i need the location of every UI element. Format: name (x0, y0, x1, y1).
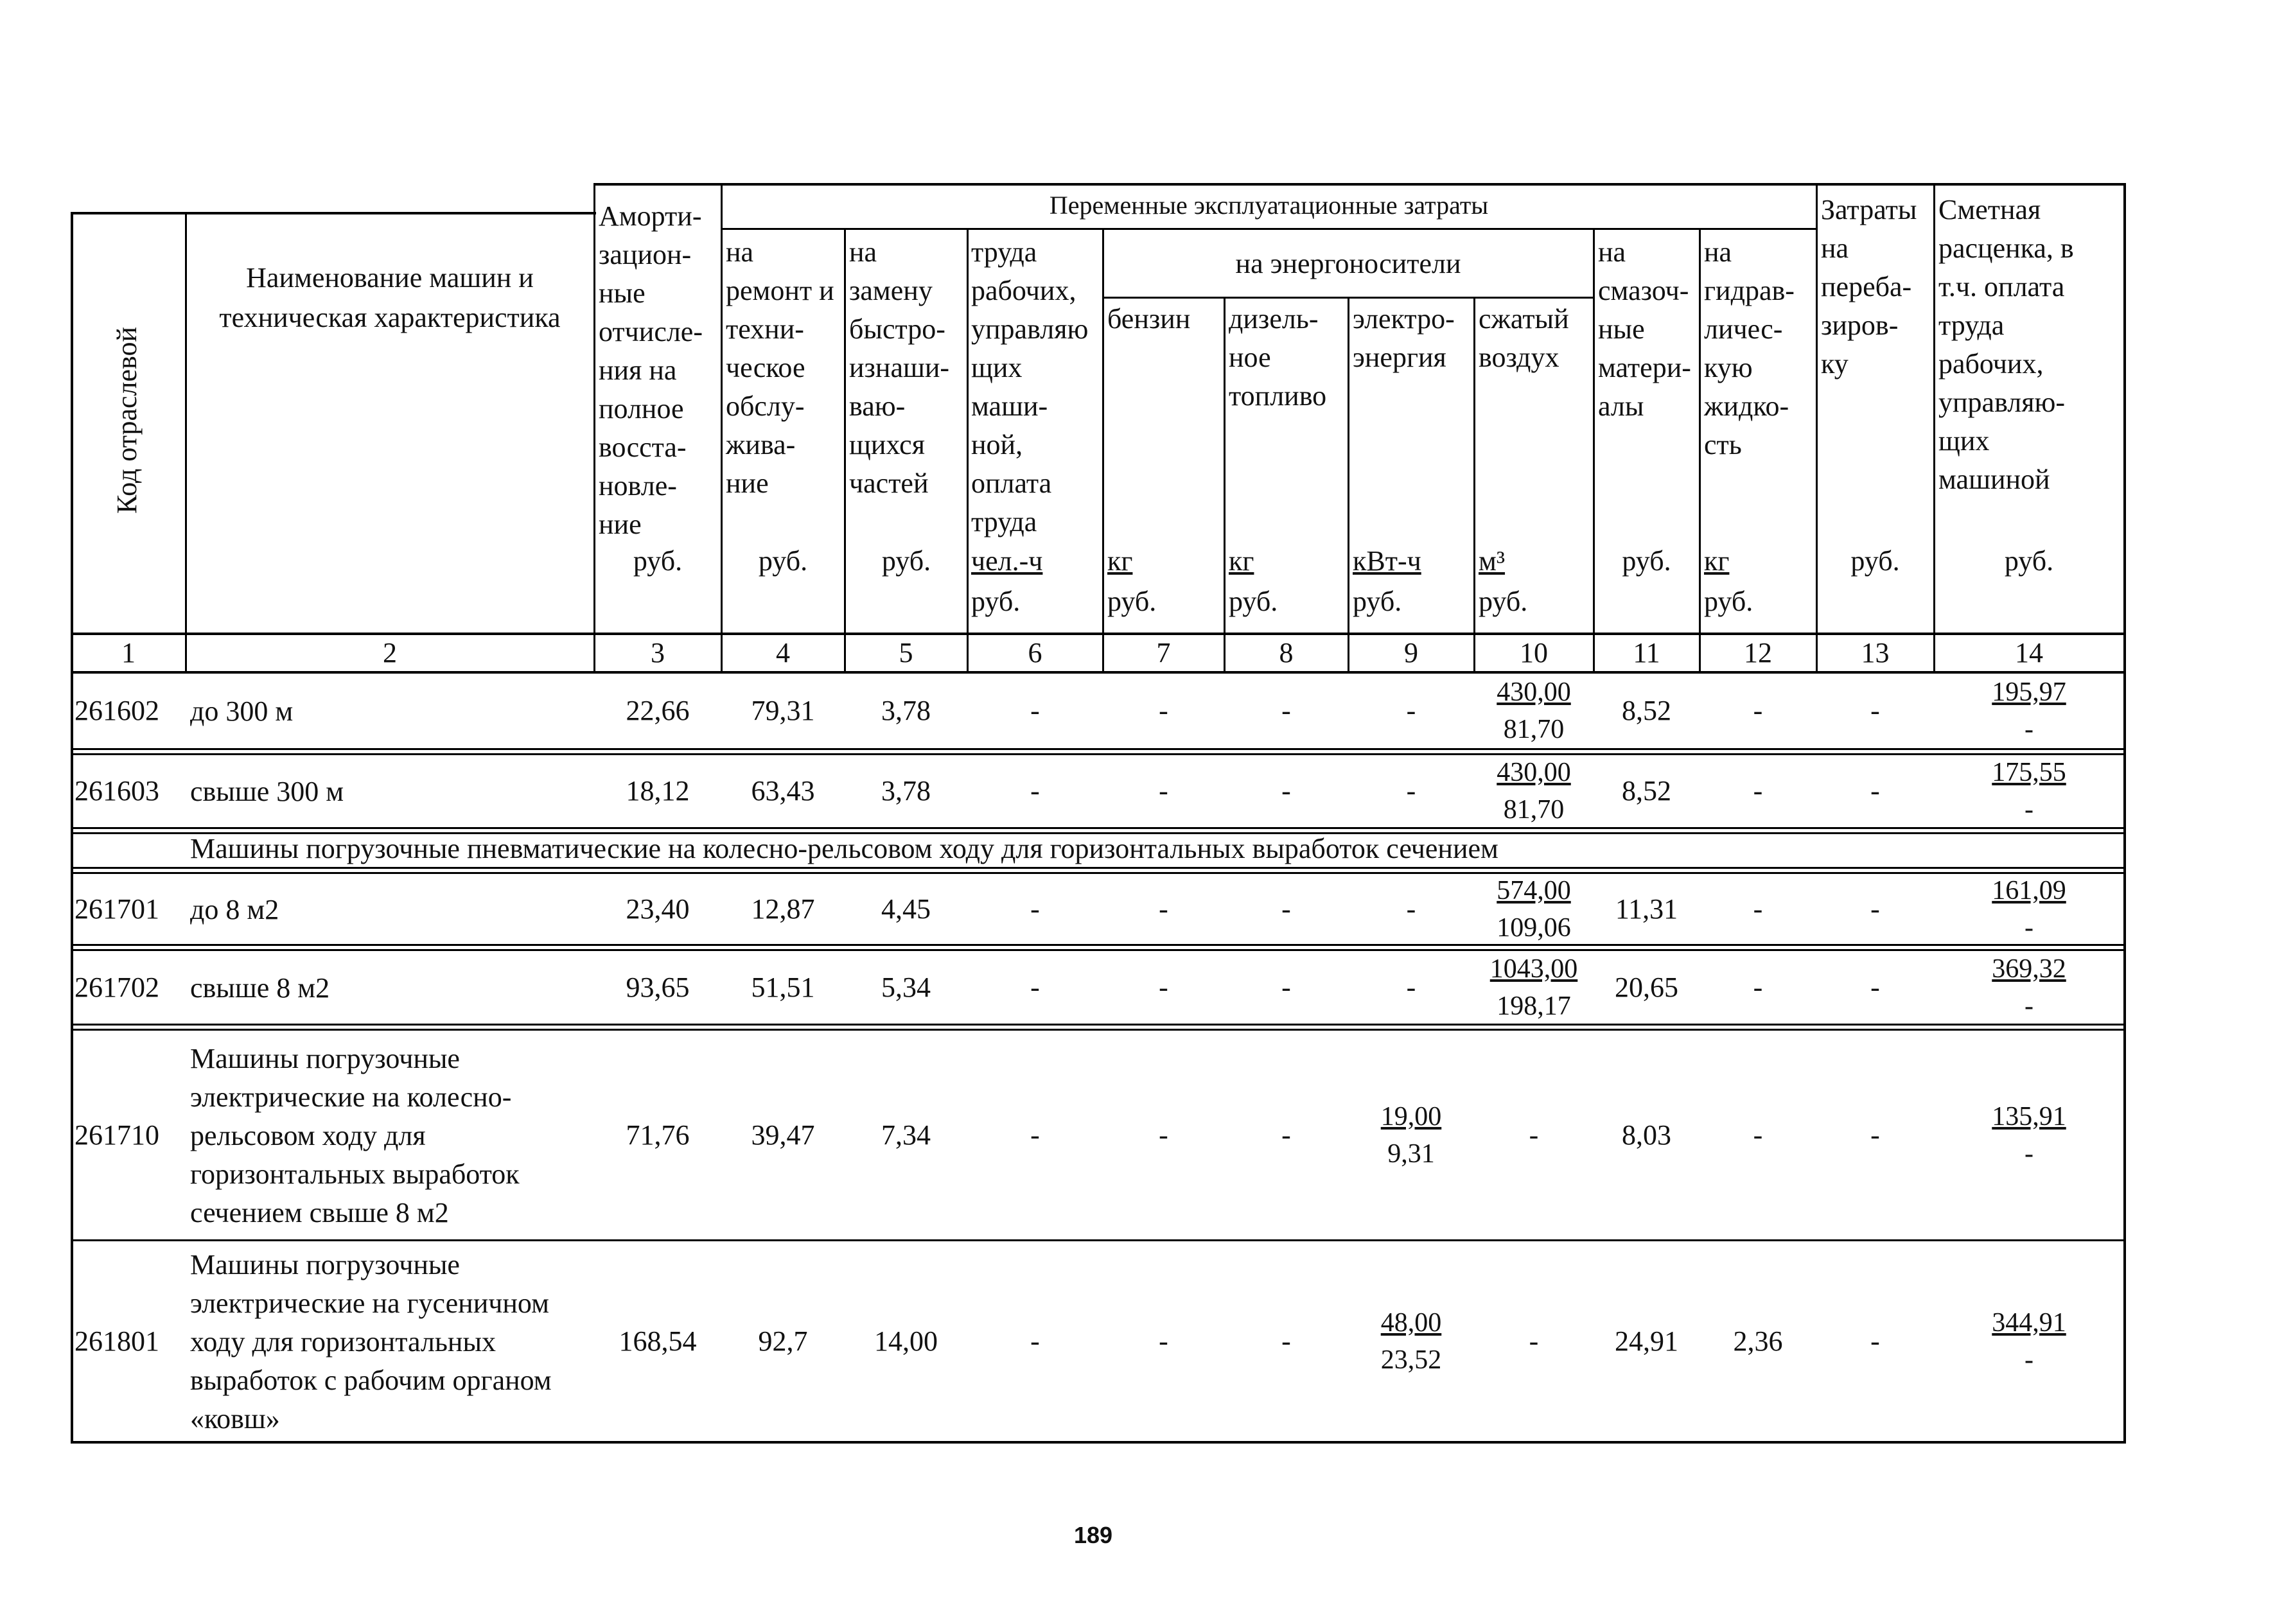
cell-c9: - (1406, 893, 1416, 925)
cell-c10 (1475, 872, 1593, 947)
header-col4-unit: руб. (758, 545, 808, 577)
cell-c11: 11,31 (1615, 893, 1678, 925)
cell-c13: - (1870, 1325, 1880, 1357)
cell-c8: - (1281, 695, 1291, 726)
vline-5 (967, 228, 969, 672)
cell-c3: 71,76 (626, 1119, 690, 1151)
cell-c6: - (1030, 971, 1040, 1003)
col3-line: восста- (599, 432, 687, 463)
cell-c6: - (1030, 775, 1040, 807)
row-sep-1b (71, 753, 2126, 755)
column-number: 8 (1279, 637, 1294, 668)
col14-line: машиной (1938, 464, 2050, 495)
col13-line: зиров- (1821, 310, 1899, 341)
row-name: электрические на колесно- (190, 1081, 512, 1113)
col9-line: электро- (1353, 303, 1455, 335)
cell-c8: - (1281, 971, 1291, 1003)
col14-line: Сметная (1938, 194, 2041, 225)
col4-line: ние (726, 467, 769, 499)
header-col11-unit: руб. (1622, 545, 1671, 577)
table-border-top-right (593, 183, 2126, 186)
col6-line: управляю (971, 313, 1089, 345)
cell-c9: - (1406, 775, 1416, 807)
col3-line: новле- (599, 470, 677, 502)
cell-c14 (1935, 1304, 2123, 1379)
cell-c14-top: 175,55 (1992, 758, 2066, 787)
cell-c4: 63,43 (751, 775, 815, 807)
col12-line: жидко- (1704, 390, 1789, 422)
cell-c4: 92,7 (758, 1325, 808, 1357)
cell-c14-top: 195,97 (1992, 677, 2066, 707)
cell-c10-bottom: 109,06 (1497, 912, 1571, 943)
col12-line: гидрав- (1704, 275, 1795, 306)
cell-c5: 14,00 (874, 1325, 938, 1357)
column-number: 12 (1744, 637, 1772, 668)
column-number: 4 (776, 637, 790, 668)
row-sep-5a (71, 1024, 2126, 1026)
cell-c12: - (1753, 1119, 1763, 1151)
row-sep-3b (71, 872, 2126, 874)
header-col14-unit: руб. (2004, 545, 2054, 577)
cell-c3: 23,40 (626, 893, 690, 925)
row-name: «ковш» (190, 1402, 280, 1435)
cell-c10-bottom: 81,70 (1503, 715, 1565, 744)
cell-c6: - (1030, 1119, 1040, 1151)
cell-c5: 5,34 (881, 971, 931, 1003)
col8-line: топливо (1229, 380, 1327, 412)
cell-c9 (1349, 1304, 1473, 1379)
variable-costs-underline (721, 228, 1818, 230)
header-col2-line1: Наименование машин и (246, 262, 534, 293)
col8-line: дизель- (1229, 303, 1319, 335)
cell-c14-bottom: - (2025, 715, 2033, 744)
vline-7 (1224, 297, 1225, 672)
header-col13-unit: руб. (1850, 545, 1900, 577)
cell-c9 (1349, 1098, 1473, 1173)
column-number: 3 (651, 637, 665, 668)
row-name: рельсовом ходу для (190, 1119, 426, 1151)
column-number: 11 (1633, 637, 1660, 668)
col12-line: на (1704, 236, 1732, 268)
col5-line: щихся (849, 429, 925, 460)
cell-c7: - (1159, 893, 1168, 925)
cell-c10-top: 1043,00 (1489, 954, 1578, 984)
col3-line: полное (599, 393, 684, 424)
cell-c14-bottom: - (2025, 1345, 2033, 1375)
row-name: сечением свыше 8 м2 (190, 1196, 449, 1228)
row-name: Машины погрузочные (190, 1248, 460, 1280)
col11-line: на (1598, 236, 1626, 268)
cell-c10-top: 430,00 (1497, 677, 1571, 707)
cell-c14 (1935, 1098, 2123, 1173)
header-col7-label: бензин (1107, 303, 1191, 335)
cell-c14-bottom: - (2025, 912, 2033, 943)
cell-c10-top: 430,00 (1497, 758, 1571, 787)
row-sep-4b (71, 949, 2126, 951)
row-name: горизонтальных выработок (190, 1158, 520, 1190)
table-border-right (2123, 183, 2126, 1444)
vline-8 (1348, 297, 1349, 672)
col11-line: ные (1598, 313, 1645, 345)
cell-c14-bottom: - (2025, 991, 2033, 1021)
header-col12-unit-top: кг (1704, 545, 1730, 577)
cell-c13: - (1870, 1119, 1880, 1151)
row-name: выработок с рабочим органом (190, 1364, 552, 1396)
row-name: до 8 м2 (190, 893, 279, 925)
col4-line: ремонт и (726, 275, 834, 306)
cell-c9-bottom: 23,52 (1380, 1345, 1442, 1375)
header-col9-unit-bot: руб. (1353, 586, 1402, 617)
header-col10-unit-bot: руб. (1479, 586, 1528, 617)
cell-c10 (1475, 950, 1593, 1025)
column-number: 6 (1028, 637, 1042, 668)
col6-line: рабочих, (971, 275, 1076, 306)
row-name: свыше 8 м2 (190, 972, 330, 1004)
header-col6-unit-top: чел.-ч (971, 545, 1043, 577)
col3-line: ные (599, 277, 646, 309)
cell-c7: - (1159, 695, 1168, 726)
col11-line: смазоч- (1598, 275, 1689, 306)
row-code: 261603 (75, 775, 159, 807)
cell-c9: - (1406, 971, 1416, 1003)
col6-line: щих (971, 352, 1023, 383)
col14-line: управляю- (1938, 387, 2065, 418)
col12-line: сть (1704, 429, 1742, 460)
cell-c10: - (1529, 1325, 1539, 1357)
cell-c14 (1935, 674, 2123, 748)
header-energy-group: на энергоносители (1235, 248, 1461, 279)
col5-line: на (849, 236, 877, 268)
column-number: 9 (1404, 637, 1418, 668)
row-name: до 300 м (190, 695, 294, 727)
cell-c9: - (1406, 695, 1416, 726)
cell-c4: 12,87 (751, 893, 815, 925)
cell-c10-top: 574,00 (1497, 875, 1571, 905)
col4-line: обслу- (726, 390, 805, 422)
header-col3-unit: руб. (633, 545, 683, 577)
cell-c6: - (1030, 695, 1040, 726)
col6-line: труда (971, 506, 1037, 537)
vline-9 (1473, 297, 1475, 672)
cell-c10-bottom: 198,17 (1497, 991, 1571, 1021)
cell-c5: 3,78 (881, 695, 931, 726)
cell-c8: - (1281, 775, 1291, 807)
cell-c5: 7,34 (881, 1119, 931, 1151)
cell-c14 (1935, 872, 2123, 947)
column-number: 1 (121, 637, 136, 668)
vline-11 (1699, 228, 1701, 672)
column-number: 5 (899, 637, 913, 668)
col3-line: зацион- (599, 239, 692, 270)
col3-line: ния на (599, 354, 677, 386)
cell-c6: - (1030, 893, 1040, 925)
cell-c7: - (1159, 1325, 1168, 1357)
col5-line: изнаши- (849, 352, 950, 383)
cell-c11: 24,91 (1615, 1325, 1678, 1357)
col14-line: щих (1938, 425, 1990, 457)
header-col1: Код отраслевой (111, 326, 143, 514)
vline-12 (1816, 183, 1818, 672)
col10-line: сжатый (1479, 303, 1569, 335)
vline-6 (1102, 228, 1104, 672)
cell-c13: - (1870, 893, 1880, 925)
header-col8-unit-bot: руб. (1229, 586, 1278, 617)
header-col7-unit-bot: руб. (1107, 586, 1157, 617)
cell-c10-bottom: 81,70 (1503, 795, 1565, 825)
col6-line: оплата (971, 467, 1052, 499)
col5-line: замену (849, 275, 933, 306)
cell-c14-bottom: - (2025, 1139, 2033, 1169)
cell-c8: - (1281, 893, 1291, 925)
cell-c9-top: 19,00 (1380, 1101, 1442, 1131)
cell-c7: - (1159, 971, 1168, 1003)
column-number: 7 (1156, 637, 1171, 668)
row-name: свыше 300 м (190, 776, 344, 807)
cell-c4: 39,47 (751, 1119, 815, 1151)
cell-c3: 168,54 (619, 1325, 697, 1357)
col14-line: т.ч. оплата (1938, 271, 2065, 302)
cell-c13: - (1870, 971, 1880, 1003)
cell-c11: 8,52 (1622, 695, 1671, 726)
col14-line: рабочих, (1938, 348, 2044, 380)
header-col12-unit-bot: руб. (1704, 586, 1753, 617)
header-col5-unit: руб. (881, 545, 931, 577)
col12-line: личес- (1704, 313, 1783, 345)
cell-c12: 2,36 (1733, 1325, 1783, 1357)
cell-c3: 22,66 (626, 695, 690, 726)
col14-line: труда (1938, 310, 2005, 341)
cell-c12: - (1753, 775, 1763, 807)
header-col7-unit-top: кг (1107, 545, 1133, 577)
cell-c11: 8,03 (1622, 1119, 1671, 1151)
header-col8-unit-top: кг (1229, 545, 1254, 577)
table-border-bottom (71, 1441, 2126, 1444)
cell-c8: - (1281, 1119, 1291, 1151)
cell-c6: - (1030, 1325, 1040, 1357)
vline-4 (844, 228, 846, 672)
column-number: 14 (2015, 637, 2043, 668)
cell-c12: - (1753, 893, 1763, 925)
col13-line: переба- (1821, 271, 1912, 302)
row-sep-6 (71, 1239, 2126, 1241)
column-number: 10 (1520, 637, 1548, 668)
cell-c10 (1475, 754, 1593, 828)
vline-13 (1933, 183, 1935, 672)
row-code: 261602 (75, 695, 159, 726)
vline-10 (1593, 228, 1595, 672)
header-col2-line2: техническая характеристика (219, 302, 561, 333)
col12-line: кую (1704, 352, 1753, 383)
col4-line: на (726, 236, 754, 268)
cell-c7: - (1159, 1119, 1168, 1151)
row-name: Машины погрузочные (190, 1042, 460, 1074)
vline-3 (721, 183, 723, 672)
row-name: электрические на гусеничном (190, 1287, 549, 1319)
col14-line: расценка, в (1938, 232, 2074, 264)
cell-c13: - (1870, 775, 1880, 807)
col13-line: на (1821, 232, 1849, 264)
col3-line: отчисле- (599, 316, 703, 347)
header-col9-unit-top: кВт-ч (1353, 545, 1421, 577)
col8-line: ное (1229, 342, 1271, 373)
row-code: 261701 (75, 893, 159, 925)
cell-c3: 93,65 (626, 971, 690, 1003)
cell-c14-top: 161,09 (1992, 875, 2066, 905)
col3-line: Аморти- (599, 200, 702, 232)
col4-line: техни- (726, 313, 804, 345)
page-number: 189 (1074, 1522, 1113, 1548)
row-sep-5b (71, 1029, 2126, 1031)
column-number: 13 (1861, 637, 1890, 668)
cell-c5: 3,78 (881, 775, 931, 807)
section-heading: Машины погрузочные пневматические на колесно-рельсовом ходу для горизонтальных выработок сечением (190, 833, 1498, 864)
cell-c12: - (1753, 971, 1763, 1003)
cell-c4: 51,51 (751, 971, 815, 1003)
row-code: 261801 (75, 1325, 159, 1357)
col6-line: труда (971, 236, 1037, 268)
table-border-top-left (71, 212, 596, 214)
header-col10-unit-top: м³ (1479, 545, 1506, 577)
cell-c14-bottom: - (2025, 795, 2033, 825)
cell-c5: 4,45 (881, 893, 931, 925)
col3-line: ние (599, 509, 642, 540)
cell-c14-top: 369,32 (1992, 954, 2066, 984)
cell-c9-bottom: 9,31 (1387, 1139, 1435, 1169)
col11-line: алы (1598, 390, 1644, 422)
col11-line: матери- (1598, 352, 1691, 383)
cell-c9-top: 48,00 (1380, 1307, 1442, 1338)
cell-c8: - (1281, 1325, 1291, 1357)
cell-c14-top: 135,91 (1992, 1101, 2066, 1131)
cell-c3: 18,12 (626, 775, 690, 807)
col13-line: Затраты (1821, 194, 1917, 225)
row-code: 261702 (75, 971, 159, 1003)
cell-c14-top: 344,91 (1992, 1307, 2066, 1338)
col4-line: жива- (726, 429, 796, 460)
cell-c7: - (1159, 775, 1168, 807)
cell-c10 (1475, 674, 1593, 748)
col5-line: ваю- (849, 390, 906, 422)
row-code: 261710 (75, 1119, 159, 1151)
column-number: 2 (383, 637, 397, 668)
row-name: ходу для горизонтальных (190, 1325, 496, 1358)
col5-line: частей (849, 467, 929, 499)
row-sep-4a (71, 944, 2126, 946)
cell-c14 (1935, 754, 2123, 828)
cell-c10: - (1529, 1119, 1539, 1151)
col4-line: ческое (726, 352, 805, 383)
header-variable-costs: Переменные эксплуатационные затраты (1049, 191, 1489, 220)
col9-line: энергия (1353, 342, 1446, 373)
col10-line: воздух (1479, 342, 1559, 373)
col13-line: ку (1821, 348, 1849, 380)
cell-c12: - (1753, 695, 1763, 726)
vline-2 (593, 183, 595, 672)
cell-c14 (1935, 950, 2123, 1025)
col6-line: ной, (971, 429, 1023, 460)
cell-c11: 20,65 (1615, 971, 1678, 1003)
cell-c11: 8,52 (1622, 775, 1671, 807)
header-col6-unit-bot: руб. (971, 586, 1021, 617)
col6-line: маши- (971, 390, 1048, 422)
row-sep-1a (71, 748, 2126, 750)
col5-line: быстро- (849, 313, 945, 345)
cell-c13: - (1870, 695, 1880, 726)
cell-c4: 79,31 (751, 695, 815, 726)
